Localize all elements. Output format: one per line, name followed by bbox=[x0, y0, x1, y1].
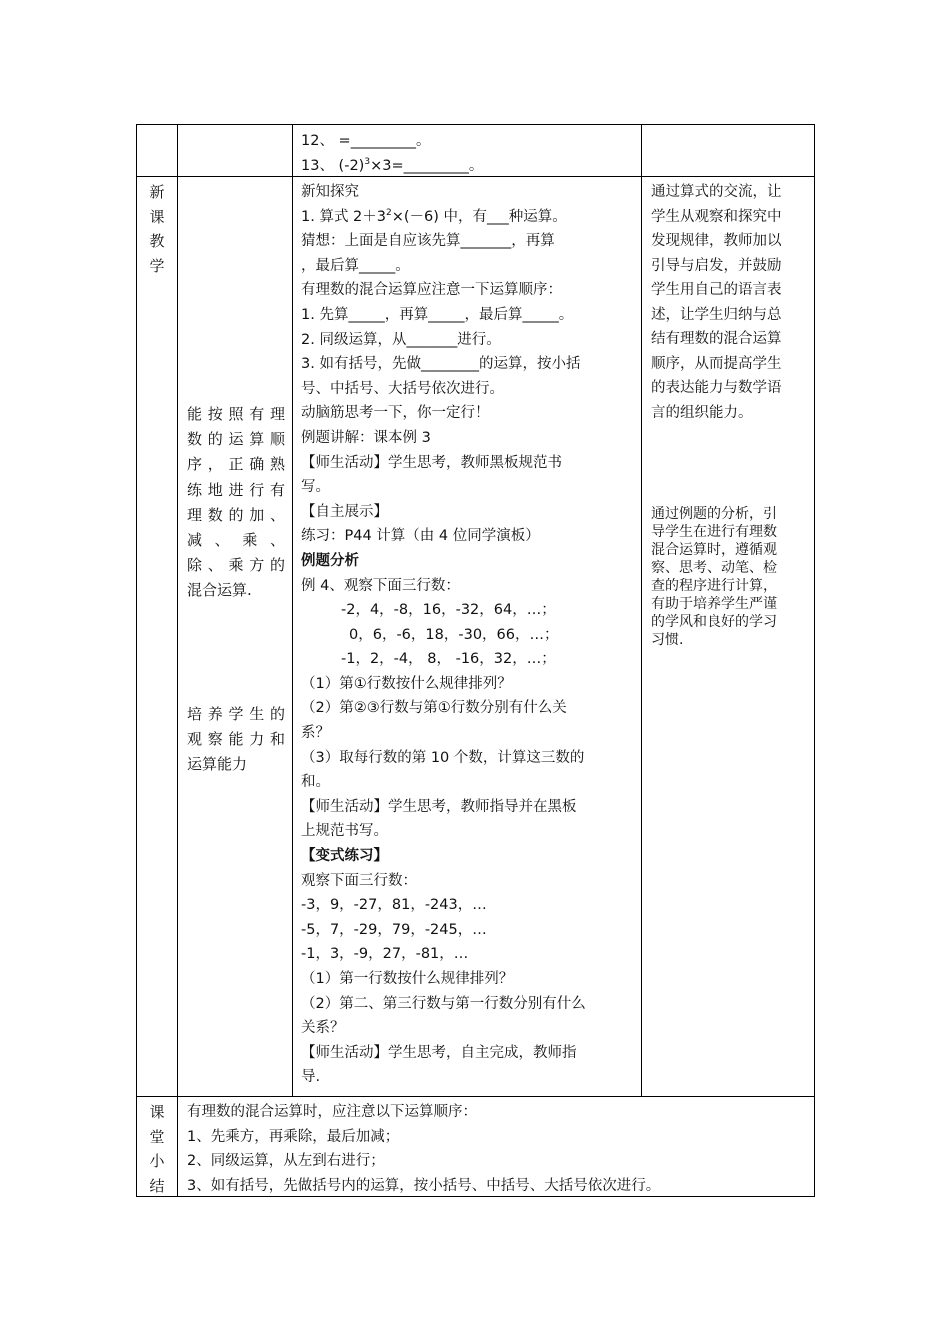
number-row: -2，4，-8，16，-32，64，…； bbox=[341, 602, 556, 619]
content-line: ，最后算_____。 bbox=[301, 257, 410, 274]
goal-line: 数的运算顺 bbox=[187, 430, 285, 449]
question: （1）第①行数按什么规律排列？ bbox=[301, 675, 512, 692]
content-line: 3. 如有括号，先做________的运算，按小括 bbox=[301, 356, 581, 373]
content-line: 号、中括号、大括号依次进行。 bbox=[301, 380, 504, 397]
content-line: 【自主展示】 bbox=[301, 503, 388, 520]
goal-line: 运算能力 bbox=[187, 755, 248, 774]
intent-line: 通过例题的分析，引 bbox=[651, 506, 777, 522]
design-intent-2 bbox=[651, 505, 811, 649]
stage-char: 学 bbox=[149, 256, 165, 275]
goal-line: 观察能力和 bbox=[187, 730, 285, 749]
content-line: 1. 先算_____，再算_____，最后算_____。 bbox=[301, 306, 574, 323]
stage-char: 小 bbox=[149, 1152, 165, 1170]
goal-line: 能按照有理 bbox=[187, 405, 285, 423]
intent-line: 察、思考、动笔、检 bbox=[651, 560, 777, 576]
col-divider-2 bbox=[292, 124, 293, 1097]
summary-line: 有理数的混合运算时，应注意以下运算顺序： bbox=[187, 1104, 477, 1120]
intent-line: 的表达能力与数学语 bbox=[651, 380, 782, 396]
intent-line: 述，让学生归纳与总 bbox=[651, 306, 782, 323]
intent-line: 习惯. bbox=[651, 632, 684, 648]
exercise-12: 12、 =_________。 bbox=[301, 133, 431, 149]
section-heading: 例题分析 bbox=[301, 552, 359, 569]
table-right-border bbox=[814, 124, 815, 1197]
summary-line: 3、如有括号，先做括号内的运算，按小括号、中括号、大括号依次进行。 bbox=[187, 1177, 661, 1194]
stage-char: 课 bbox=[149, 207, 165, 226]
content-line: 动脑筋思考一下，你一定行！ bbox=[301, 405, 490, 422]
section-heading: 【变式练习】 bbox=[301, 848, 388, 865]
number-row: -1，2，-4， 8， -16，32，…； bbox=[341, 651, 556, 668]
expression-part: 1. 算式 2＋3 bbox=[301, 208, 387, 225]
content-line: 观察下面三行数： bbox=[301, 872, 417, 889]
goal-line: 减 、 乘 、 bbox=[187, 531, 285, 550]
content-line: 【师生活动】学生思考，教师黑板规范书 bbox=[301, 454, 562, 471]
exercise-13-exponent: 3 bbox=[364, 156, 371, 167]
summary-line: 2、同级运算，从左到右进行； bbox=[187, 1153, 385, 1170]
question: （1）第一行数按什么规律排列？ bbox=[301, 971, 514, 987]
stage-char: 新 bbox=[149, 183, 165, 201]
stage-char: 堂 bbox=[149, 1127, 165, 1146]
intent-line: 通过算式的交流，让 bbox=[651, 184, 782, 200]
intent-line: 学生从观察和探究中 bbox=[651, 208, 782, 225]
intent-line: 的学风和良好的学习 bbox=[651, 614, 777, 630]
section-heading: 新知探究 bbox=[301, 184, 359, 200]
number-row: -1，3，-9，27，-81，… bbox=[301, 946, 469, 963]
question: （2）第②③行数与第①行数分别有什么关 bbox=[301, 700, 567, 717]
expression-exponent: 2 bbox=[386, 207, 392, 218]
summary-line: 1、先乘方，再乘除，最后加减； bbox=[187, 1128, 400, 1145]
question: 和。 bbox=[301, 774, 330, 791]
intent-line: 引导与启发，并鼓励 bbox=[651, 257, 782, 274]
stage-char: 结 bbox=[149, 1176, 165, 1195]
goal-mixed-operations bbox=[187, 402, 285, 604]
content-line: 例 4、观察下面三行数： bbox=[301, 577, 460, 594]
intent-line: 有助于培养学生严谨 bbox=[651, 596, 777, 612]
intent-line: 查的程序进行计算， bbox=[651, 578, 777, 594]
stage-char: 教 bbox=[149, 232, 165, 250]
intent-line: 混合运算时，遵循观 bbox=[651, 542, 777, 558]
number-row: -3，9，-27，81，-243，… bbox=[301, 897, 487, 914]
goal-line: 理数的加、 bbox=[187, 505, 285, 524]
content-line: 猜想：上面是自应该先算_______，再算 bbox=[301, 233, 555, 250]
exercise-rows bbox=[301, 129, 483, 178]
exercise-13-rest: ×3=_________。 bbox=[370, 157, 484, 174]
intent-line: 导学生在进行有理数 bbox=[651, 524, 777, 540]
row-divider-2 bbox=[136, 1096, 815, 1097]
content-line: 上规范书写。 bbox=[301, 823, 388, 840]
col-divider-3 bbox=[641, 124, 642, 1097]
goal-line: 练地进行有 bbox=[187, 480, 285, 499]
table-top-border bbox=[136, 124, 815, 125]
intent-line: 顺序，从而提高学生 bbox=[651, 355, 782, 372]
question: （3）取每行数的第 10 个数，计算这三数的 bbox=[301, 749, 585, 766]
goal-line: 序，正确熟 bbox=[187, 455, 285, 474]
design-intent-1 bbox=[651, 180, 811, 425]
question: （2）第二、第三行数与第一行数分别有什么 bbox=[301, 995, 586, 1012]
stage-char: 课 bbox=[149, 1103, 165, 1121]
goal-line: 培养学生的 bbox=[187, 705, 285, 723]
summary-content bbox=[187, 1100, 807, 1198]
intent-line: 发现规律，教师加以 bbox=[651, 233, 782, 249]
content-line bbox=[301, 205, 635, 230]
content-line: 写。 bbox=[301, 479, 330, 496]
table-left-border bbox=[136, 124, 137, 1197]
content-line: 【师生活动】学生思考，教师指导并在黑板 bbox=[301, 798, 577, 815]
col-divider-1 bbox=[177, 124, 178, 1197]
stage-new-lesson bbox=[147, 180, 167, 278]
exercise-13-base: 13、 (-2) bbox=[301, 157, 365, 174]
intent-line: 言的组织能力。 bbox=[651, 404, 753, 421]
content-line: 2. 同级运算，从_______进行。 bbox=[301, 331, 501, 348]
stage-summary bbox=[147, 1100, 167, 1198]
content-line: 【师生活动】学生思考，自主完成，教师指 bbox=[301, 1044, 577, 1061]
number-row: 0，6，-6，18，-30，66，…； bbox=[349, 626, 559, 643]
number-row: -5，7，-29，79，-245，… bbox=[301, 921, 487, 938]
content-line: 有理数的混合运算应注意一下运算顺序： bbox=[301, 282, 562, 299]
lesson-content bbox=[301, 180, 635, 1090]
intent-line: 学生用自己的语言表 bbox=[651, 282, 782, 298]
question: 关系？ bbox=[301, 1020, 345, 1037]
question: 系？ bbox=[301, 725, 330, 742]
goal-line: 混合运算. bbox=[187, 581, 252, 600]
exercise-13 bbox=[301, 154, 483, 179]
content-line: 导. bbox=[301, 1069, 321, 1086]
content-line: 例题讲解：课本例 3 bbox=[301, 429, 431, 446]
goal-line: 除、乘方的 bbox=[187, 556, 285, 575]
expression-part: ×(－6) 中，有___种运算。 bbox=[391, 208, 567, 225]
content-line: 练习：P44 计算（由 4 位同学演板） bbox=[301, 528, 540, 545]
goal-observation bbox=[187, 702, 285, 778]
intent-line: 结有理数的混合运算 bbox=[651, 331, 782, 347]
